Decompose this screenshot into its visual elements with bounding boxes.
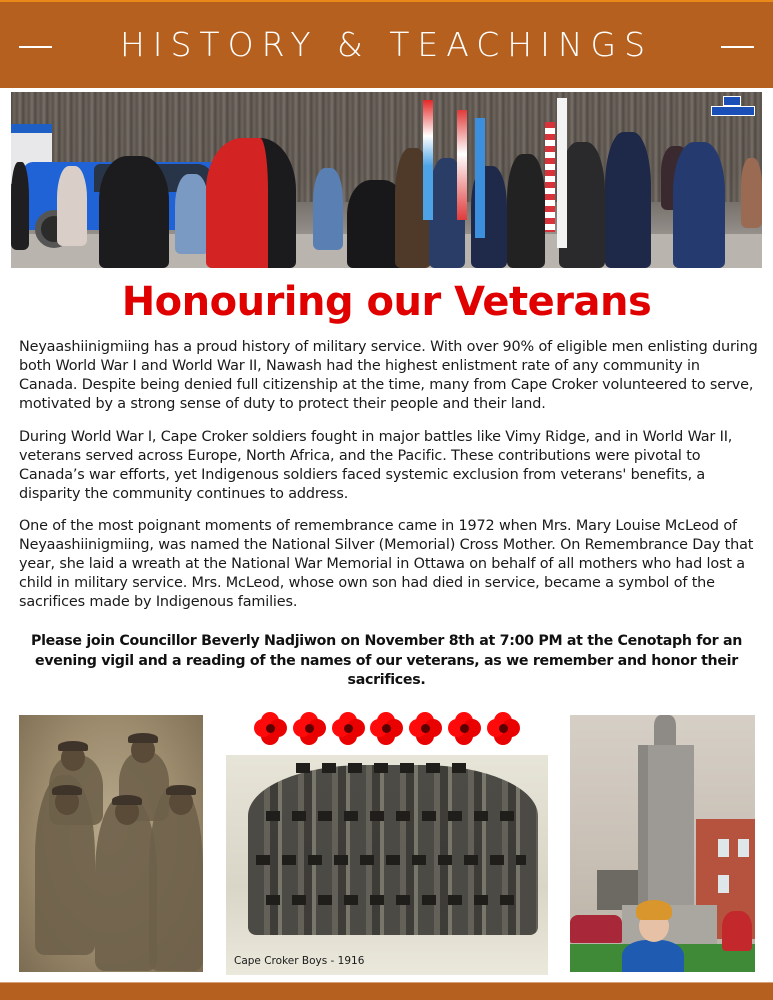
soldier-caps-row bbox=[266, 811, 516, 821]
poppy-center bbox=[305, 724, 314, 733]
footer-band bbox=[0, 982, 773, 1000]
photo-cenotaph-child bbox=[570, 715, 755, 972]
soldier-caps-row bbox=[256, 855, 526, 865]
poppy-center bbox=[460, 724, 469, 733]
flag-canada bbox=[457, 110, 467, 220]
person bbox=[741, 158, 762, 228]
person bbox=[673, 142, 725, 268]
paragraph-silver-cross-mother: One of the most poignant moments of remembrance came in 1972 when Mrs. Mary Louise McLeod of Neyaashiinigmiing, was named the National Silver (Memorial) Cross Mother. On Remembrance Day that year, she laid a wreath at the National War Memorial in Ottawa on behalf of all mothers who had lost a child in military service. Mrs. McLeod, whose own son had died in service, became a symbol of the sacrifices made by Indigenous families. bbox=[19, 518, 754, 610]
poppy-icon bbox=[293, 712, 326, 745]
vigil-invitation: Please join Councillor Beverly Nadjiwon on November 8th at 7:00 PM at the Cenotaph for an evening vigil and a reading of the names of our veterans, as we remember and honor their sacrifices. bbox=[30, 633, 743, 688]
person-red-blanket bbox=[206, 138, 296, 268]
poppy-center bbox=[382, 724, 391, 733]
header-dash-right bbox=[721, 46, 754, 48]
person bbox=[313, 168, 343, 250]
poppy-icon bbox=[487, 712, 520, 745]
poppy-icon bbox=[332, 712, 365, 745]
soldier-group bbox=[248, 765, 538, 935]
soldier-cap bbox=[112, 795, 142, 805]
poppy-row bbox=[254, 711, 520, 745]
photo-wwi-soldiers bbox=[19, 715, 203, 972]
person bbox=[99, 156, 169, 268]
red-car bbox=[570, 915, 622, 943]
poppy-icon bbox=[409, 712, 442, 745]
header-dash-left bbox=[19, 46, 52, 48]
article-title: Honouring our Veterans bbox=[121, 279, 652, 325]
poppy-center bbox=[421, 724, 430, 733]
window bbox=[718, 839, 729, 857]
child-blue-jacket bbox=[622, 940, 684, 972]
yellow-toque bbox=[636, 900, 672, 920]
person-red-jacket bbox=[722, 911, 752, 951]
person bbox=[507, 154, 545, 268]
paragraph-military-history: Neyaashiinigmiing has a proud history of military service. With over 90% of eligible men enlisting during both World War I and World War II, Nawash had the highest enlistment rate of any community in Canada. Despite being denied full citizenship at the time, many from Cape Croker volunteered to serve, motivated by a strong sense of duty to protect their people and their land. bbox=[19, 339, 758, 412]
flag-blue bbox=[475, 118, 485, 238]
person bbox=[605, 132, 651, 268]
poppy-icon bbox=[448, 712, 481, 745]
cenotaph-monument bbox=[638, 745, 694, 925]
photo-cape-croker-boys-1916 bbox=[226, 755, 548, 975]
street-sign bbox=[723, 96, 741, 106]
soldier-cap bbox=[52, 785, 82, 795]
photo-caption: Cape Croker Boys - 1916 bbox=[234, 955, 365, 967]
soldier-cap bbox=[128, 733, 158, 743]
flag-usa bbox=[545, 122, 555, 232]
poppy-icon bbox=[370, 712, 403, 745]
window bbox=[718, 875, 729, 893]
person bbox=[11, 162, 29, 250]
hero-photo-ceremony bbox=[11, 92, 762, 268]
person bbox=[57, 166, 87, 246]
person bbox=[175, 174, 209, 254]
soldier-caps-row bbox=[266, 895, 526, 905]
poppy-center bbox=[344, 724, 353, 733]
paragraph-world-wars: During World War I, Cape Croker soldiers fought in major battles like Vimy Ridge, and in World War II, veterans served across Europe, North Africa, and the Pacific. These contributions were pivotal to Canada’s war efforts, yet Indigenous soldiers faced systemic exclusion from veterans' benefits, a disparity the community continues to address. bbox=[19, 429, 733, 502]
window bbox=[738, 839, 749, 857]
poppy-center bbox=[499, 724, 508, 733]
street-sign bbox=[711, 106, 755, 116]
poppy-center bbox=[266, 724, 275, 733]
flag-white bbox=[557, 98, 567, 248]
soldier-caps-row bbox=[296, 763, 476, 773]
stone-house bbox=[597, 870, 642, 910]
soldier-cap bbox=[166, 785, 196, 795]
header-band bbox=[0, 0, 773, 88]
section-title: HISTORY & TEACHINGS bbox=[119, 24, 654, 64]
poppy-icon bbox=[254, 712, 287, 745]
soldier-cap bbox=[58, 741, 88, 751]
flag bbox=[423, 100, 433, 220]
